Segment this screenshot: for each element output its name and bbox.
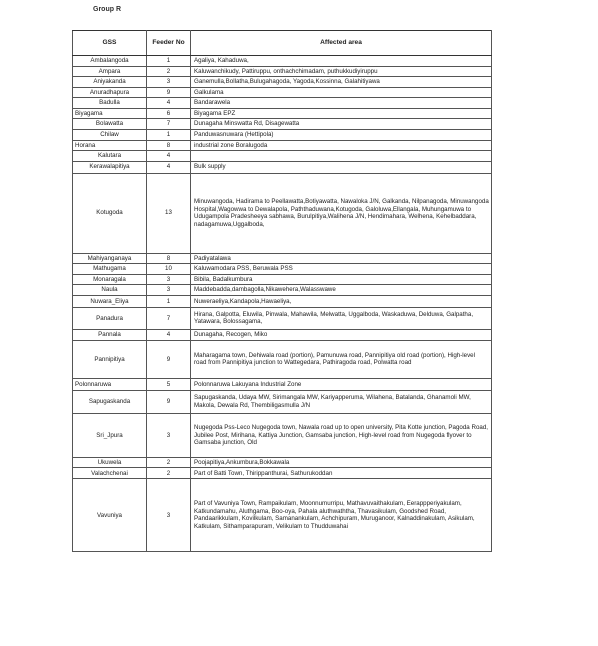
table-row [73,329,492,340]
area-cell: Bandarawela [191,98,492,109]
area-cell: Bibila, Badalkumbura [191,274,492,285]
gss-cell: Pannala [73,329,147,340]
area-cell: Ganemulla,Bollatha,Bulugahagoda, Yagoda,Kossinna, Galahitiyawa [191,77,492,88]
area-cell: industrial zone Boralugoda [191,140,492,151]
gss-cell: Nuwara_Eliya [73,295,147,307]
table-row [73,285,492,296]
table-row [73,468,492,479]
area-cell: Panduwasnuwara (Hettipola) [191,129,492,140]
table-row [73,151,492,162]
gss-cell: Mathugama [73,264,147,275]
feeder-cell: 2 [147,468,191,479]
area-cell: Polonnaruwa Lakuyana Industrial Zone [191,378,492,390]
table-row [73,66,492,77]
feeder-cell: 3 [147,274,191,285]
gss-cell: Horana [73,140,147,151]
area-cell: Agaliya, Kahaduwa, [191,56,492,67]
gss-cell: Ukuwela [73,457,147,468]
table-row [73,140,492,151]
gss-cell: Chilaw [73,129,147,140]
feeder-cell: 1 [147,295,191,307]
feeder-cell: 9 [147,340,191,378]
feeder-cell: 3 [147,77,191,88]
gss-cell: Polonnaruwa [73,378,147,390]
area-cell: Galkulama [191,87,492,98]
area-cell: Dunagaha, Recogen, Miko [191,329,492,340]
gss-cell: Kalutara [73,151,147,162]
table-row [73,87,492,98]
group-title: Group R [93,6,121,13]
feeder-cell: 8 [147,140,191,151]
gss-cell: Ambalangoda [73,56,147,67]
feeder-cell: 10 [147,264,191,275]
feeder-cell: 4 [147,151,191,162]
feeder-cell: 9 [147,390,191,413]
gss-cell: Pannipitiya [73,340,147,378]
gss-cell: Vavuniya [73,479,147,552]
gss-cell: Aniyakanda [73,77,147,88]
table-row [73,307,492,329]
table-row [73,413,492,457]
table-row [73,457,492,468]
area-cell: Maharagama town, Dehiwala road (portion), Pamunuwa road, Pannipitiya old road (portion), High-level road from Pannipitiya junction to Wattegedara, Pathiragoda road, Polwatta road [191,340,492,378]
area-cell: Part of Vavuniya Town, Rampaikulam, Moonnumurripu, Mathavuvaithakulam, Eerappperiyakulam, Katkundamahu, Aluthgama, Boo-oya, Pahala aluthwaththa, Thavasikulam, Goodshed Road, Pandaarikkulam, Kovilkulam, Samanankulam, Achchipuram, Muruganoor, Kalnaddinakulam, Asikulam, Katkulam, Sithamparapuram, Velikulam to Thudduwahai [191,479,492,552]
gss-header: GSS [73,31,147,56]
feeder-cell: 13 [147,173,191,253]
table-row [73,479,492,552]
gss-cell: Panadura [73,307,147,329]
gss-cell: Kerawalapitiya [73,161,147,173]
table-row [73,56,492,67]
gss-cell: Anuradhapura [73,87,147,98]
area-cell: Hirana, Galpotta, Eluwila, Pinwala, Mahawila, Melwatta, Uggalboda, Waskaduwa, Delduwa, Galpatha, Yatawara, Bolossagama, [191,307,492,329]
feeder-cell: 7 [147,119,191,130]
feeder-header: Feeder No [147,31,191,56]
feeder-cell: 8 [147,253,191,264]
gss-cell: Monaragala [73,274,147,285]
gss-cell: Kotugoda [73,173,147,253]
area-cell: Kaluwamodara PSS, Beruwala PSS [191,264,492,275]
gss-cell: Naula [73,285,147,296]
table-row [73,253,492,264]
table-row [73,119,492,130]
table-row [73,161,492,173]
feeder-cell: 7 [147,307,191,329]
area-cell: Poojapitiya,Ankumbura,Bokkawala [191,457,492,468]
table-row [73,274,492,285]
table-row [73,77,492,88]
table-row [73,340,492,378]
area-cell: Bulk supply [191,161,492,173]
table-header-row [73,31,492,56]
table-row [73,378,492,390]
feeder-cell: 3 [147,479,191,552]
area-cell: Biyagama EPZ [191,108,492,119]
gss-cell: Valachchenai [73,468,147,479]
area-cell: Nuweraeliya,Kandapola,Hawaeliya, [191,295,492,307]
feeder-cell: 4 [147,329,191,340]
table-row [73,173,492,253]
area-cell: Sapugaskanda, Udaya MW, Sirimangala MW, Kariyapperuma, Wilahena, Batalanda, Ghanamoli MW, Makola, Dewala Rd, Thembiligasmulla J/N [191,390,492,413]
area-cell: Maddebadda,dambagolla,Nikawehera,Walasswawe [191,285,492,296]
feeder-cell: 3 [147,413,191,457]
gss-cell: Sri_Jpura [73,413,147,457]
table-row [73,390,492,413]
feeder-cell: 5 [147,378,191,390]
gss-cell: Badulla [73,98,147,109]
table-row [73,129,492,140]
area-cell: Part of Batti Town, Thirippanthurai, Sathurukoddan [191,468,492,479]
outage-table [72,30,492,552]
gss-cell: Mahiyanganaya [73,253,147,264]
feeder-cell: 2 [147,457,191,468]
area-cell [191,151,492,162]
table-row [73,108,492,119]
area-cell: Dunagaha Minswatta Rd, Disagewatta [191,119,492,130]
feeder-cell: 9 [147,87,191,98]
area-header: Affected area [191,31,492,56]
feeder-cell: 3 [147,285,191,296]
feeder-cell: 4 [147,161,191,173]
area-cell: Minuwangoda, Hadirama to Peellawatta,Botiyawatta, Nawaloka J/N, Galkanda, Nilpanagoda, Minuwangoda Hospital,Wagowwa to Dewalapola, Paththaduwana,Kotugoda, Galoluwa,Ellangala, Muhungamuwa to Udugampola Pradesheeya sabhawa, Burulpitiya,Walihena J/N, Hendimahara, Welhena, Kehelbaddara, nadagamuwa,Uggalboda, [191,173,492,253]
feeder-cell: 4 [147,98,191,109]
area-cell: Padiyatalawa [191,253,492,264]
feeder-cell: 2 [147,66,191,77]
table-row [73,264,492,275]
feeder-cell: 1 [147,56,191,67]
table-row [73,295,492,307]
gss-cell: Biyagama [73,108,147,119]
table-row [73,98,492,109]
area-cell: Kaluwanchikudy, Pattiruppu, onthachchimadam, puthukkudiyiruppu [191,66,492,77]
feeder-cell: 1 [147,129,191,140]
area-cell: Nugegoda Pss-Leco Nugegoda town, Nawala road up to open university, Pita Kotte junction, Pagoda Road, Jubilee Post, Mirihana, Kattiya Junction, Gamsaba junction, High-level road from Nugegoda flyover to Gamsaba junction, Old [191,413,492,457]
feeder-cell: 6 [147,108,191,119]
gss-cell: Sapugaskanda [73,390,147,413]
gss-cell: Ampara [73,66,147,77]
table-body [73,56,492,552]
gss-cell: Bolawatta [73,119,147,130]
